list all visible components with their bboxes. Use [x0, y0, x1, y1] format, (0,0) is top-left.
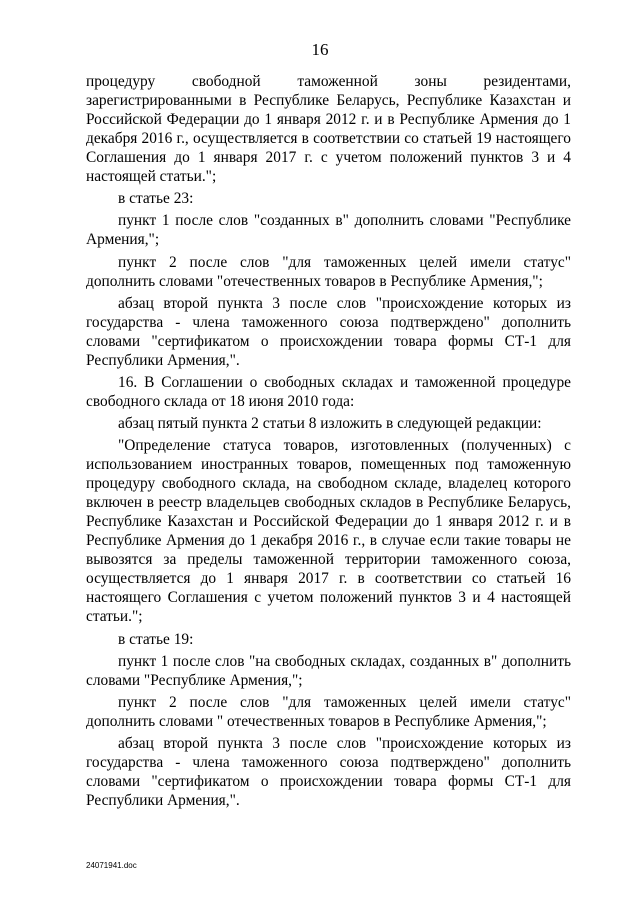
paragraph: "Определение статуса товаров, изготовленных (полученных) с использованием иностранных товаров, помещенных под таможенную процедуру свободного склада, на свободном складе, владелец которого включен в реестр владельцев свободных складов в Республике Беларусь, Республике Казахстан и Российской Федерации до 1 января 2012 г. и в Республике Армения до 1 декабря 2016 г., в случае если такие товары не вывозятся за пределы таможенной территории таможенного союза, осуществляется до 1 января 2017 г. в соответствии со статьей 16 настоящего Соглашения с учетом положений пунктов 3 и 4 настоящей статьи."; [86, 437, 571, 626]
paragraph: пункт 2 после слов "для таможенных целей имели статус" дополнить словами "отечественных товаров в Республике Армения,"; [86, 253, 571, 290]
paragraph: пункт 1 после слов "созданных в" дополнить словами "Республике Армения,"; [86, 212, 571, 249]
paragraph: процедуру свободной таможенной зоны резидентами, зарегистрированными в Республике Беларусь, Республике Казахстан и Российской Федерации до 1 января 2012 г. и в Республике Армения до 1 декабря 2016 г., осуществляется в соответствии со статьей 19 настоящего Соглашения до 1 января 2017 г. с учетом положений пунктов 3 и 4 настоящей статьи."; [86, 73, 571, 185]
file-name-footer: 24071941.doc [86, 861, 137, 870]
document-body [86, 72, 571, 813]
paragraph: 16. В Соглашении о свободных складах и таможенной процедуре свободного склада от 18 июня 2010 года: [86, 373, 571, 410]
page-number: 16 [311, 40, 329, 59]
paragraph: в статье 19: [118, 630, 194, 648]
paragraph: абзац пятый пункта 2 статьи 8 изложить в следующей редакции: [118, 415, 542, 433]
paragraph: пункт 2 после слов "для таможенных целей имели статус" дополнить словами " отечественных товаров в Республике Армения,"; [86, 693, 571, 730]
paragraph: абзац второй пункта 3 после слов "происхождение которых из государства - члена таможенного союза подтверждено" дополнить словами "сертификатом о происхождении товара формы СТ-1 для Республики Армения,". [86, 735, 571, 810]
paragraph: в статье 23: [118, 190, 194, 208]
paragraph: пункт 1 после слов "на свободных складах, созданных в" дополнить словами "Республике Армения,"; [86, 652, 571, 689]
paragraph: абзац второй пункта 3 после слов "происхождение которых из государства - члена таможенного союза подтверждено" дополнить словами "сертификатом о происхождении товара формы СТ-1 для Республики Армения,". [86, 294, 571, 369]
